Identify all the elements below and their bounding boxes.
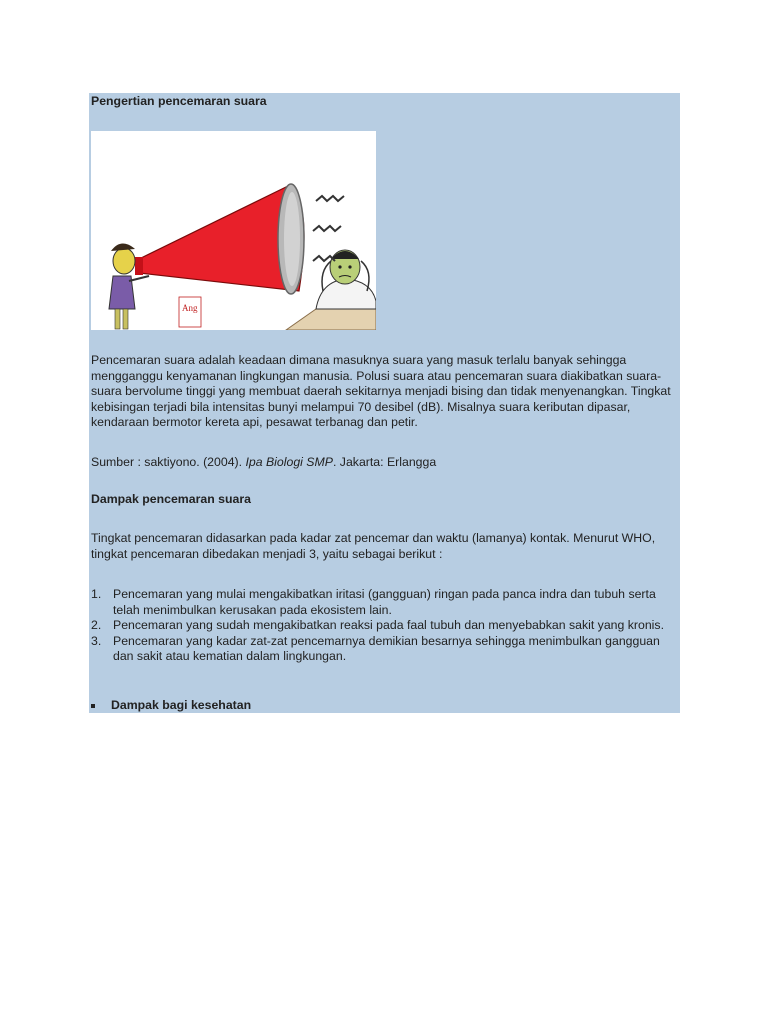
source-title: Ipa Biologi SMP [245,455,333,469]
list-item: 1. Pencemaran yang mulai mengakibatkan iritasi (gangguan) ringan pada panca indra dan tubuh serta telah menimbulkan kerusakan pada ekosistem lain. [91,587,656,617]
list-item: 3. Pencemaran yang kadar zat-zat pencemarnya demikian besarnya sehingga menimbulkan gangguan dan sakit atau kematian dalam lingkungan. [91,633,660,664]
source-suffix: . Jakarta: Erlangga [332,455,437,469]
megaphone-illustration [91,131,376,330]
paragraph-levels-intro: Tingkat pencemaran didasarkan pada kadar zat pencemar dan waktu (lamanya) kontak. Menurut WHO, tingkat pencemaran dibedakan menjadi 3, yaitu sebagai berikut : [91,531,656,561]
square-bullet-icon [91,704,95,708]
source-citation [91,455,671,471]
heading-dampak: Dampak pencemaran suara [91,492,251,506]
subheading-kesehatan: Dampak bagi kesehatan [91,698,251,714]
document-panel [89,93,680,713]
list-item: 2. Pencemaran yang sudah mengakibatkan reaksi pada faal tubuh dan menyebabkan sakit yang kronis. [91,618,664,633]
signature-text: Ang [182,303,198,313]
paragraph-definition: Pencemaran suara adalah keadaan dimana masuknya suara yang masuk terlalu banyak sehingga mengganggu kenyamanan lingkungan manusia. Polusi suara atau pencemaran suara diakibatkan suara-suara bervolume tinggi yang membuat daerah sekitarnya menjadi bising dan tidak menyenangkan. Tingkat kebisingan terjadi bila intensitas bunyi melampui 70 desibel (dB). Misalnya suara keributan dipasar, kendaraan bermotor kereta api, pesawat terbanag dan petir. [91,353,671,430]
source-prefix: Sumber : saktiyono. (2004). [91,455,246,469]
pollution-levels-list [91,587,671,665]
megaphone-cartoon-icon [91,131,376,330]
heading-pengertian: Pengertian pencemaran suara [91,94,267,108]
